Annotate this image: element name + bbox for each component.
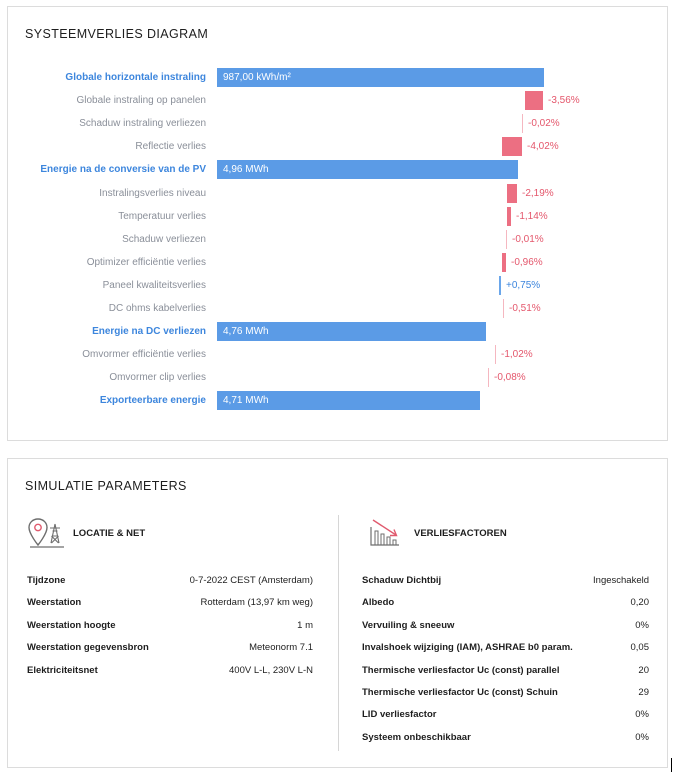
waterfall-value: -0,96% [511,257,543,268]
waterfall-label: Energie na de conversie van de PV [40,164,206,175]
waterfall-value: -3,56% [548,95,580,106]
waterfall-row [8,160,669,179]
waterfall-label: Reflectie verlies [135,141,206,152]
param-key: Invalshoek wijziging (IAM), ASHRAE b0 param. [362,642,573,653]
waterfall-total-value: 987,00 kWh/m² [223,72,291,83]
waterfall-label: Exporteerbare energie [99,395,206,406]
waterfall-label: Optimizer efficiëntie verlies [86,257,206,268]
param-row [362,730,649,746]
waterfall-label: Instralingsverlies niveau [99,188,206,199]
waterfall-value: -1,02% [501,349,533,360]
waterfall-loss-bar [522,114,523,133]
param-key: Systeem onbeschikbaar [362,732,471,743]
waterfall-loss-bar [506,230,507,249]
param-key: Elektriciteitsnet [27,665,98,676]
waterfall-total-bar [217,391,480,410]
param-row [362,685,649,701]
waterfall-loss-bar [495,345,496,364]
waterfall-value: -4,02% [527,141,559,152]
param-value: 400V L-L, 230V L-N [229,665,313,676]
param-key: Thermische verliesfactor Uc (const) Schuin [362,687,558,698]
param-value: 20 [638,665,649,676]
param-value: 0,20 [630,597,649,608]
param-key: Weerstation gegevensbron [27,642,149,653]
param-row [362,663,649,679]
param-row [27,618,313,634]
waterfall-label: Globale horizontale instraling [65,72,206,83]
waterfall-row [8,91,669,110]
param-row [362,640,649,656]
waterfall-label: Temperatuur verlies [118,211,206,222]
waterfall-label: Omvormer clip verlies [109,372,206,383]
waterfall-total-bar [217,160,518,179]
waterfall-row [8,276,669,295]
waterfall-total-value: 4,76 MWh [223,326,269,337]
param-key: Vervuiling & sneeuw [362,620,455,631]
waterfall-gain-bar [499,276,501,295]
param-key: Tijdzone [27,575,66,586]
param-row [362,595,649,611]
waterfall-value: -0,08% [494,372,526,383]
param-key: Schaduw Dichtbij [362,575,442,586]
waterfall-label: Globale instraling op panelen [76,95,206,106]
waterfall-loss-bar [503,299,504,318]
waterfall-value: +0,75% [506,280,541,291]
param-row [362,618,649,634]
waterfall-total-bar [217,68,544,87]
param-value: 0% [635,709,649,720]
waterfall-loss-bar [507,207,511,226]
waterfall-row [8,322,669,341]
param-value: 0,05 [630,642,649,653]
params-title: SIMULATIE PARAMETERS [25,479,187,493]
waterfall-loss-bar [525,91,543,110]
param-key: Weerstation [27,597,82,608]
param-value: 0% [635,620,649,631]
waterfall-value: -0,02% [528,118,560,129]
param-value: 29 [638,687,649,698]
param-row [27,663,313,679]
param-value: Meteonorm 7.1 [249,642,313,653]
loss-factors-label: VERLIESFACTOREN [414,527,507,539]
simulation-parameters-card [7,458,668,768]
waterfall-row [8,391,669,410]
param-key: Albedo [362,597,395,608]
waterfall-row [8,207,669,226]
loss-factors-header [368,515,507,551]
waterfall-loss-bar [507,184,517,203]
param-row [362,707,649,723]
waterfall-value: -0,51% [509,303,541,314]
waterfall-total-value: 4,96 MWh [223,164,269,175]
waterfall-row [8,368,669,387]
waterfall-loss-bar [502,137,522,156]
waterfall-label: Energie na DC verliezen [92,326,206,337]
location-grid-label: LOCATIE & NET [73,527,146,539]
param-value: 0% [635,732,649,743]
waterfall-label: Paneel kwaliteitsverlies [102,280,206,291]
waterfall-row [8,137,669,156]
waterfall-row [8,68,669,87]
waterfall-row [8,299,669,318]
column-divider [338,515,339,751]
waterfall-label: DC ohms kabelverlies [108,303,206,314]
waterfall-row [8,114,669,133]
param-value: Rotterdam (13,97 km weg) [200,597,313,608]
waterfall-row [8,230,669,249]
location-grid-icon [27,516,67,550]
param-key: Thermische verliesfactor Uc (const) parallel [362,665,560,676]
waterfall-value: -1,14% [516,211,548,222]
waterfall-loss-bar [488,368,489,387]
param-row [27,640,313,656]
param-row [27,573,313,589]
waterfall-loss-bar [502,253,506,272]
loss-chart-icon [368,516,408,550]
edge-marker [671,758,672,772]
param-value: 1 m [297,620,313,631]
waterfall-value: -2,19% [522,188,554,199]
waterfall-row [8,184,669,203]
param-value: 0-7-2022 CEST (Amsterdam) [189,575,313,586]
location-grid-header [27,515,145,551]
waterfall-label: Omvormer efficiëntie verlies [82,349,206,360]
waterfall-total-value: 4,71 MWh [223,395,269,406]
diagram-title: SYSTEEMVERLIES DIAGRAM [25,27,209,41]
param-row [27,595,313,611]
param-key: Weerstation hoogte [27,620,116,631]
waterfall-total-bar [217,322,486,341]
param-value: Ingeschakeld [593,575,649,586]
param-row [362,573,649,589]
system-loss-diagram-card [7,6,668,441]
waterfall-label: Schaduw instraling verliezen [79,118,206,129]
param-key: LID verliesfactor [362,709,437,720]
waterfall-label: Schaduw verliezen [122,234,206,245]
waterfall-row [8,345,669,364]
waterfall-value: -0,01% [512,234,544,245]
waterfall-row [8,253,669,272]
